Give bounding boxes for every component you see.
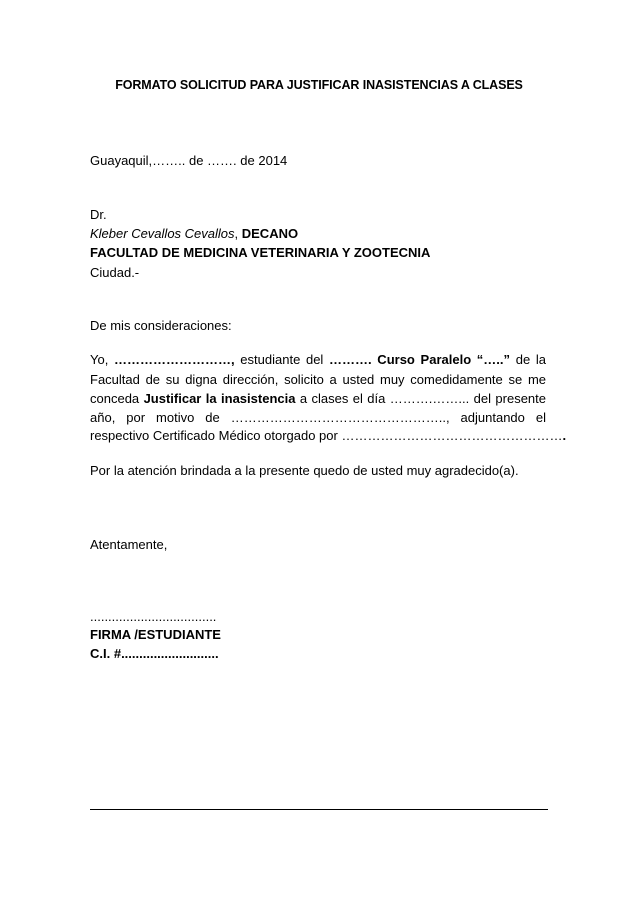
- body-date-blank: a clases el día ……….……... del presente: [295, 391, 547, 406]
- date-line: Guayaquil,…….. de ……. de 2014: [90, 153, 288, 168]
- recipient-faculty: FACULTAD DE MEDICINA VETERINARIA Y ZOOTECNIA: [90, 245, 431, 260]
- body-name-blank: ………………………,: [114, 352, 235, 367]
- body-estudiante: estudiante del: [234, 352, 330, 367]
- body-line-5: [90, 428, 566, 443]
- body-line-1: [90, 352, 546, 367]
- body-line-4: año, por motivo de ………………………………………….., adjuntando el: [90, 410, 546, 425]
- recipient-salutation: Dr.: [90, 207, 107, 222]
- greeting: De mis consideraciones:: [90, 318, 232, 333]
- recipient-name-line: [90, 226, 298, 241]
- body-yo: Yo,: [90, 352, 114, 367]
- recipient-separator: ,: [234, 226, 242, 241]
- closing: Atentamente,: [90, 537, 168, 552]
- signature-label: FIRMA /ESTUDIANTE: [90, 627, 221, 642]
- recipient-city: Ciudad.-: [90, 265, 140, 280]
- recipient-name: Kleber Cevallos Cevallos: [90, 226, 235, 241]
- signature-dots: ...................................: [90, 609, 217, 624]
- body-de-la: de la: [510, 352, 546, 367]
- recipient-position: DECANO: [241, 226, 299, 241]
- document-title: FORMATO SOLICITUD PARA JUSTIFICAR INASISTENCIAS A CLASES: [115, 78, 523, 92]
- body-line-3: [90, 391, 546, 406]
- footer-rule: [90, 809, 548, 810]
- thanks-paragraph: Por la atención brindada a la presente quedo de usted muy agradecido(a).: [90, 463, 519, 478]
- body-final-period: .: [562, 428, 567, 443]
- body-conceda: conceda: [90, 391, 144, 406]
- body-line-2: Facultad de su digna dirección, solicito a usted muy comedidamente se me: [90, 372, 546, 387]
- body-justificar: Justificar la inasistencia: [143, 391, 296, 406]
- body-certificado: respectivo Certificado Médico otorgado por ……………………………………………: [90, 428, 563, 443]
- ci-line: C.I. #...........................: [90, 646, 219, 661]
- body-course-blank: ………. Curso Paralelo “…..”: [329, 352, 511, 367]
